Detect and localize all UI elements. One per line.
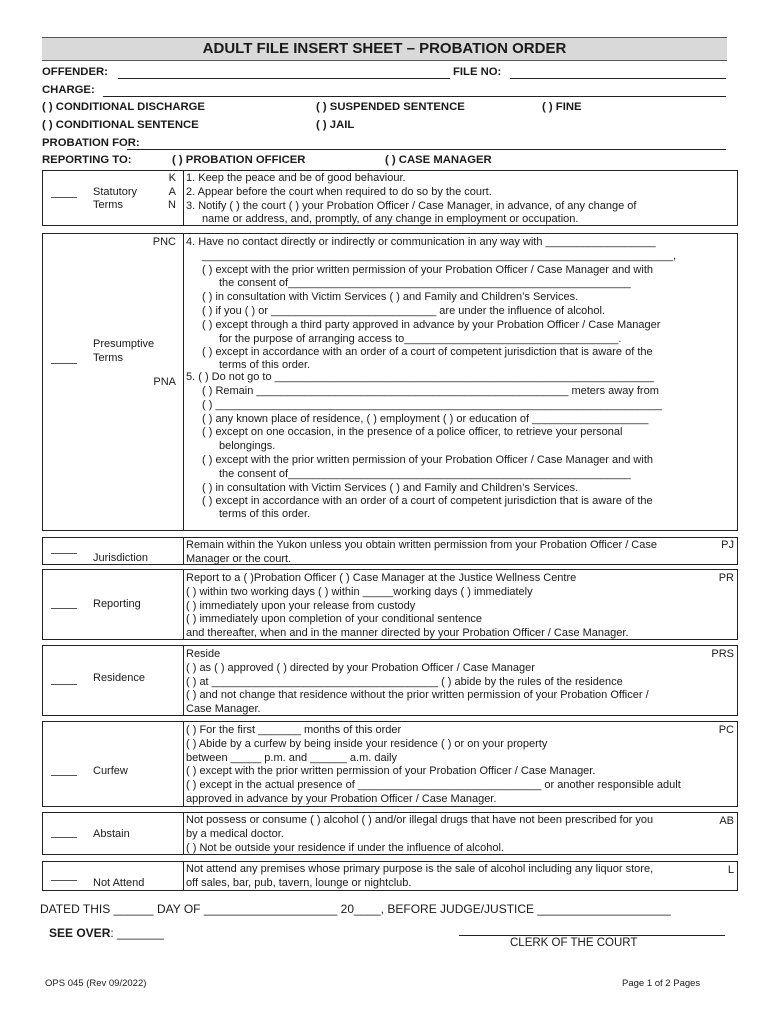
term-line: Not possess or consume ( ) alcohol ( ) and/or illegal drugs that have not been prescribed for you [186,814,654,826]
see-over-line [49,926,164,940]
term-line: name or address, and, promptly, of any change in employment or occupation. [202,213,579,226]
section-label: Jurisdiction [93,552,149,564]
initial-blank[interactable] [51,837,77,838]
initial-blank[interactable] [51,608,77,609]
term-code: N [168,199,176,211]
residence-section [42,645,738,716]
section-content [186,236,733,520]
term-code: PR [718,572,734,584]
term-line: ( ) immediately upon your release from custody [186,599,416,612]
term-line: for the purpose of arranging access to___________________________________. [219,332,622,345]
suspended-sentence-option[interactable]: ( ) SUSPENDED SENTENCE [316,101,465,113]
term-line: terms of this order. [219,359,311,372]
term-line: ( ) in consultation with Victim Services ( ) and Family and Children’s Services. [202,291,579,304]
not-attend-section [42,861,738,891]
probation-for-field[interactable] [127,149,726,150]
column-divider [183,813,184,854]
term-line: ( ) as ( ) approved ( ) directed by your Probation Officer / Case Manager [186,661,535,674]
term-line: Remain within the Yukon unless you obtain written permission from your Probation Officer / Case [186,539,657,551]
term-line: ( ) _________________________________________________________________________ [202,398,663,411]
conditional-sentence-option[interactable]: ( ) CONDITIONAL SENTENCE [42,119,199,131]
term-line: ( ) except with the prior written permission of your Probation Officer / Case Manager and with [202,453,653,466]
term-line: terms of this order. [219,508,311,521]
term-line: 2. Appear before the court when required to do so by the court. [186,185,492,198]
term-line: ( ) any known place of residence, ( ) employment ( ) or education of ___________________ [202,412,649,425]
initial-blank[interactable] [51,197,77,198]
term-line: Not attend any premises whose primary purpose is the sale of alcohol including any liquor store, [186,863,654,875]
term-line: ( ) within two working days ( ) within _____working days ( ) immediately [186,585,533,598]
section-label: Terms [93,199,123,211]
term-line: the consent of________________________________________________________ [219,277,631,290]
term-code: L [727,864,734,876]
term-code: A [168,186,176,198]
term-line: approved in advance by your Probation Officer / Case Manager. [186,792,497,805]
term-line: 5. ( ) Do not go to ______________________________________________________________ [186,371,654,384]
clerk-label: CLERK OF THE COURT [510,937,638,949]
term-line: Case Manager. [186,703,261,716]
term-line: ( ) at _____________________________________ ( ) abide by the rules of the residence [186,675,623,688]
section-label: Reporting [93,598,141,610]
see-over-blank[interactable]: : _______ [110,926,164,940]
term-line: ( ) if you ( ) or ___________________________ are under the influence of alcohol. [202,304,606,317]
term-code: PJ [721,539,734,551]
term-line: off sales, bar, pub, tavern, lounge or nightclub. [186,876,412,889]
term-line: ( ) in consultation with Victim Services ( ) and Family and Children’s Services. [202,481,579,494]
term-line: the consent of________________________________________________________ [219,467,631,480]
jail-option[interactable]: ( ) JAIL [316,119,355,131]
section-content [186,539,733,567]
term-code: K [168,172,176,184]
section-content [186,814,733,855]
column-divider [183,171,184,225]
initial-blank[interactable] [51,553,77,554]
term-line: ( ) and not change that residence without the prior written permission of your Probation Officer / [186,689,649,702]
term-code: PRS [711,648,734,660]
term-line: ( ) except through a third party approved in advance by your Probation Officer / Case Manager [202,318,661,331]
conditional-discharge-option[interactable]: ( ) CONDITIONAL DISCHARGE [42,101,205,113]
offender-label: OFFENDER: [42,66,108,78]
term-line: ( ) immediately upon completion of your conditional sentence [186,613,482,626]
column-divider [183,234,184,530]
column-divider [183,570,184,639]
section-label: Residence [93,672,145,684]
term-line: ( ) Abide by a curfew by being inside your residence ( ) or on your property [186,737,548,750]
column-divider [183,646,184,715]
document-title: ADULT FILE INSERT SHEET – PROBATION ORDER [42,37,727,61]
term-line: by a medical doctor. [186,827,284,840]
term-line: _____________________________________________________________________________, [202,249,677,262]
term-line: ( ) except with the prior written permission of your Probation Officer / Case Manager. [186,765,596,778]
term-code: PNC [152,236,176,248]
presumptive-terms-section [42,233,738,531]
reporting-to-label: REPORTING TO: [42,154,132,166]
initial-blank[interactable] [51,363,77,364]
form-code: OPS 045 (Rev 09/2022) [45,978,147,989]
initial-blank[interactable] [51,880,77,881]
file-no-field[interactable] [510,78,726,79]
term-line: 1. Keep the peace and be of good behaviour. [186,172,406,184]
section-content [186,724,733,807]
term-code: PC [718,724,734,736]
term-line: ( ) except in accordance with an order of a court of competent jurisdiction that is aware of the [202,346,653,359]
term-code: AB [719,815,734,827]
term-line: ( ) except on one occasion, in the presence of a police officer, to retrieve your personal [202,426,623,439]
term-line: Manager or the court. [186,552,292,565]
clerk-signature-line[interactable] [459,935,725,936]
charge-label: CHARGE: [42,84,95,96]
charge-field[interactable] [103,96,726,97]
reporting-section [42,569,738,640]
section-label: Curfew [93,765,128,777]
section-label: Presumptive [93,338,155,350]
term-line: ( ) except with the prior written permission of your Probation Officer / Case Manager and with [202,263,653,276]
term-line: ( ) For the first _______ months of this order [186,724,402,736]
offender-field[interactable] [118,78,450,79]
term-line: ( ) except in accordance with an order of a court of competent jurisdiction that is aware of the [202,495,653,508]
page-number: Page 1 of 2 Pages [622,978,701,989]
term-line: ( ) Remain ___________________________________________________ meters away from [202,384,659,397]
curfew-section [42,721,738,807]
section-label: Terms [93,352,123,364]
term-line: Reside [186,648,221,660]
column-divider [183,722,184,806]
jurisdiction-section [42,537,738,565]
term-line: and thereafter, when and in the manner directed by your Probation Officer / Case Manager. [186,627,629,640]
dated-line: DATED THIS ______ DAY OF ____________________ 20____, BEFORE JUDGE/JUSTICE ____________________ [40,902,671,916]
section-content [186,648,733,717]
probation-for-label: PROBATION FOR: [42,137,140,149]
column-divider [183,538,184,564]
term-line: belongings. [219,440,276,453]
fine-option[interactable]: ( ) FINE [542,101,582,113]
section-content [186,863,733,891]
term-line: 4. Have no contact directly or indirectly or communication in any way with __________________ [186,236,656,248]
initial-blank[interactable] [51,775,77,776]
term-line: between _____ p.m. and ______ a.m. daily [186,751,397,764]
file-no-label: FILE NO: [453,66,502,78]
term-line: Report to a ( )Probation Officer ( ) Case Manager at the Justice Wellness Centre [186,572,577,584]
section-label: Abstain [93,828,130,840]
section-content [186,572,733,641]
see-over-label: SEE OVER [49,926,111,940]
term-line: 3. Notify ( ) the court ( ) your Probation Officer / Case Manager, in advance, of any change of [186,199,637,212]
initial-blank[interactable] [51,684,77,685]
probation-officer-option[interactable]: ( ) PROBATION OFFICER [172,154,306,166]
term-code: PNA [153,376,176,388]
section-label: Statutory [93,186,138,198]
column-divider [183,862,184,890]
section-label: Not Attend [93,877,145,889]
statutory-terms-section [42,170,738,226]
term-line: ( ) Not be outside your residence if under the influence of alcohol. [186,841,504,854]
case-manager-option[interactable]: ( ) CASE MANAGER [385,154,492,166]
term-line: ( ) except in the actual presence of ______________________________ or another responsible adult [186,779,681,792]
section-content [186,172,733,227]
abstain-section [42,812,738,855]
